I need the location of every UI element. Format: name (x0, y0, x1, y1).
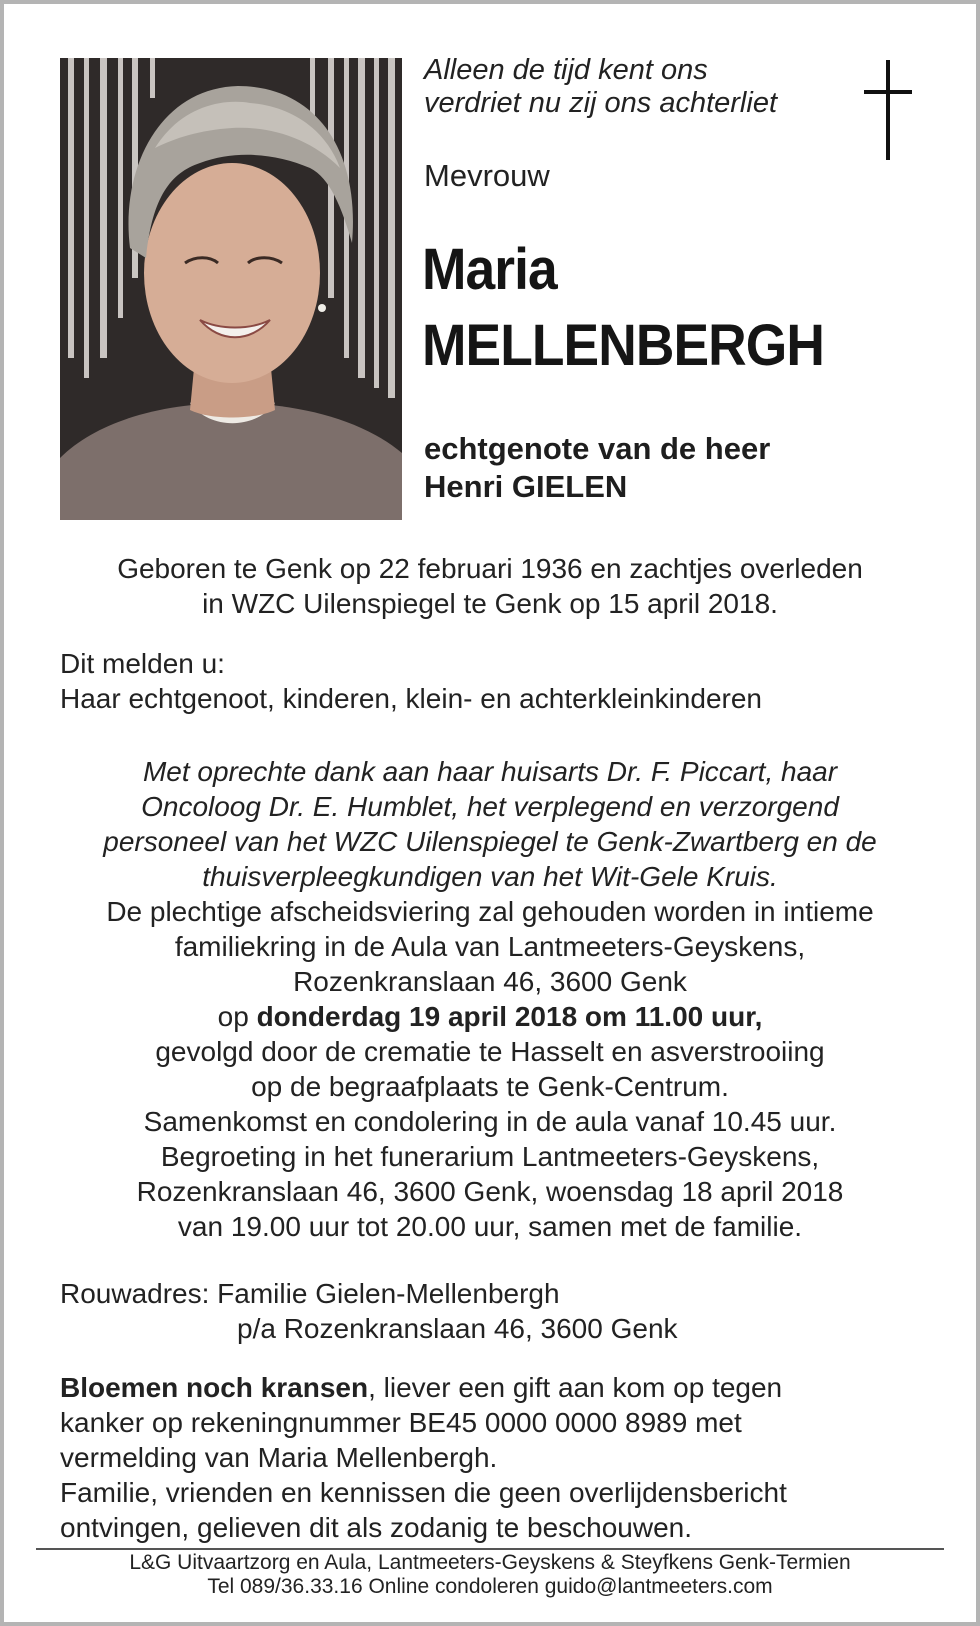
verse-line-2: verdriet nu zij ons achterliet (424, 87, 777, 119)
spouse-name: Henri GIELEN (424, 469, 628, 504)
flowers-bold: Bloemen noch kransen (60, 1372, 369, 1403)
memorial-verse (424, 54, 844, 120)
footer-line-2: Tel 089/36.33.16 Online condoleren guido@lantmeeters.com (207, 1575, 773, 1598)
cross-icon (864, 60, 912, 160)
portrait-illustration (60, 58, 402, 520)
address-line-2: p/a Rozenkranslaan 46, 3600 Genk (237, 1313, 678, 1344)
ceremony-line-6: op de begraafplaats te Genk-Centrum. (251, 1071, 729, 1102)
ceremony-date-prefix: op (217, 1001, 257, 1032)
ceremony-line-7: Samenkomst en condolering in de aula vanaf 10.45 uur. (143, 1106, 837, 1137)
ceremony-line-5: gevolgd door de crematie te Hasselt en asverstrooiing (155, 1036, 825, 1067)
thanks-line-1: Met oprechte dank aan haar huisarts Dr. F. Piccart, haar (142, 756, 838, 787)
salutation: Mevrouw (424, 158, 550, 193)
deceased-name (422, 232, 824, 384)
verse-line-1: Alleen de tijd kent ons (424, 54, 708, 86)
flowers-line-5: ontvingen, gelieven dit als zodanig te beschouwen. (60, 1512, 692, 1543)
announcement-text (60, 646, 940, 716)
portrait-photo (60, 58, 402, 520)
announcement-intro: Dit melden u: (60, 648, 225, 679)
flowers-rest: , liever een gift aan kom op tegen (368, 1372, 783, 1403)
spouse-info (424, 430, 770, 506)
flowers-line-4: Familie, vrienden en kennissen die geen overlijdensbericht (60, 1477, 787, 1508)
last-name: MELLENBERGH (422, 313, 824, 378)
ceremony-line-1: De plechtige afscheidsviering zal gehouden worden in intieme (106, 896, 874, 927)
first-name: Maria (422, 237, 557, 302)
flowers-line-2: kanker op rekeningnummer BE45 0000 0000 8989 met (60, 1407, 742, 1438)
thanks-line-4: thuisverpleegkundigen van het Wit-Gele Kruis. (202, 861, 778, 892)
spouse-relation: echtgenote van de heer (424, 431, 771, 466)
ceremony-date-bold: donderdag 19 april 2018 om 11.00 uur, (256, 1001, 763, 1032)
ceremony-line-10: van 19.00 uur tot 20.00 uur, samen met de familie. (177, 1211, 803, 1242)
birth-death-text (40, 551, 940, 621)
mourning-address (60, 1276, 940, 1346)
address-line-1: Rouwadres: Familie Gielen-Mellenbergh (60, 1278, 560, 1309)
birth-death-line-1: Geboren te Genk op 22 februari 1936 en zachtjes overleden (117, 553, 863, 584)
thanks-text (40, 754, 940, 894)
thanks-line-2: Oncoloog Dr. E. Humblet, het verplegend en verzorgend (141, 791, 839, 822)
footer (36, 1551, 944, 1599)
ceremony-line-3: Rozenkranslaan 46, 3600 Genk (293, 966, 687, 997)
birth-death-line-2: in WZC Uilenspiegel te Genk op 15 april 2018. (202, 588, 778, 619)
flowers-text (60, 1370, 940, 1545)
footer-line-1: L&G Uitvaartzorg en Aula, Lantmeeters-Geyskens & Steyfkens Genk-Termien (129, 1551, 851, 1574)
footer-divider (36, 1548, 944, 1550)
thanks-line-3: personeel van het WZC Uilenspiegel te Genk-Zwartberg en de (103, 826, 877, 857)
flowers-line-3: vermelding van Maria Mellenbergh. (60, 1442, 498, 1473)
ceremony-line-2: familiekring in de Aula van Lantmeeters-Geyskens, (174, 931, 806, 962)
ceremony-date (40, 999, 940, 1034)
ceremony-text (40, 894, 940, 1244)
flowers-line-1 (60, 1370, 940, 1405)
announcement-family: Haar echtgenoot, kinderen, klein- en achterkleinkinderen (60, 683, 762, 714)
ceremony-line-9: Rozenkranslaan 46, 3600 Genk, woensdag 18 april 2018 (136, 1176, 844, 1207)
ceremony-line-8: Begroeting in het funerarium Lantmeeters-Geyskens, (160, 1141, 820, 1172)
